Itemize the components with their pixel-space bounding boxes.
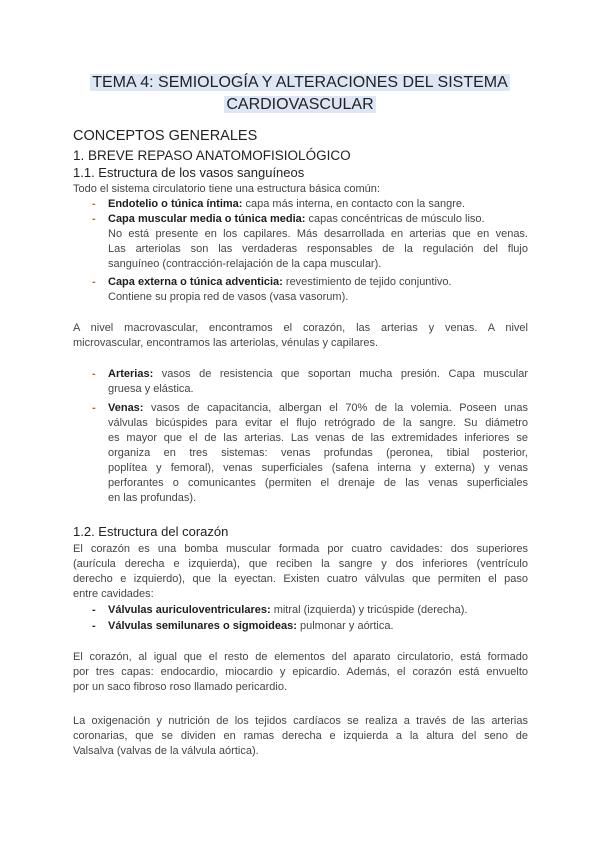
heading-estructura-vasos: 1.1. Estructura de los vasos sanguíneos [73,165,305,180]
venas-line-2: válvulas bicúspides para evitar el flujo retrógrado de la sangre. Su diámetro [108,417,528,429]
heading-conceptos-generales: CONCEPTOS GENERALES [73,128,258,144]
term-endotelio: Endotelio o túnica íntima: [108,198,243,210]
venas-line-5: poplítea y femoral), venas superficiales (safena interna y externa) y venas [108,462,528,474]
list-item-capa-media: Capa muscular media o túnica media: capas concéntricas de músculo liso. [108,213,485,225]
venas-line-3: es mayor que el de las arterias. Las venas de las extremidades inferiores se [108,432,528,444]
term-capa-media: Capa muscular media o túnica media: [108,213,306,225]
oxigenacion-line-2: coronarias, que se dividen en ramas derecha e izquierda a la altura del seno de [73,730,528,742]
term-valvulas-semilunares: Válvulas semilunares o sigmoideas: [108,620,297,632]
heading-estructura-corazon: 1.2. Estructura del corazón [73,524,229,539]
list-item-endotelio: Endotelio o túnica íntima: capa más interna, en contacto con la sangre. [108,198,466,210]
corazon-line-4: entre cavidades: [73,588,154,600]
capa-media-line-4: sanguíneo (contracción-relajación de la capa muscular). [108,258,382,270]
capas-corazon-line-1: El corazón, al igual que el resto de elementos del aparato circulatorio, está formado [73,651,528,663]
heading-breve-repaso: 1. BREVE REPASO ANATOMOFISIOLÓGICO [73,148,351,163]
term-arterias: Arterias: [108,368,154,380]
list-item-capa-externa: Capa externa o túnica adventicia: revestimiento de tejido conjuntivo. [108,276,452,288]
title-line-1: TEMA 4: SEMIOLOGÍA Y ALTERACIONES DEL SISTEMA [92,74,508,91]
list-item-venas: Venas: vasos de capacitancia, albergan el 70% de la volemia. Poseen unas [108,402,528,414]
capas-corazon-line-3: por un saco fibroso roso llamado pericardio. [73,681,288,693]
oxigenacion-line-3: Valsalva (valvas de la válvula aórtica). [73,745,259,757]
bullet-marker: - [92,604,96,616]
bullet-marker: - [92,276,96,288]
capa-externa-line-2: Contiene su propia red de vasos (vasa vasorum). [108,291,349,303]
capa-media-line-3: Las arteriolas son las verdaderas responsables de la regulación del flujo [108,243,528,255]
title-line-2: CARDIOVASCULAR [226,96,374,113]
paragraph-nivel-line-1: A nivel macrovascular, encontramos el corazón, las arterias y venas. A nivel [73,322,528,334]
paragraph-nivel-line-2: microvascular, encontramos las arteriolas, vénulas y capilares. [73,337,379,349]
intro-vasos: Todo el sistema circulatorio tiene una estructura básica común: [73,183,380,195]
document-title [70,72,530,94]
list-item-valvulas-av: Válvulas auriculoventriculares: mitral (izquierda) y tricúspide (derecha). [108,604,468,616]
venas-line-6: perforantes o comunicantes (permiten el drenaje de las venas superficiales [108,477,528,489]
venas-line-4: organiza en tres sistemas: venas profundas (peronea, tibial posterior, [108,447,528,459]
bullet-marker: - [92,402,96,414]
corazon-line-1: El corazón es una bomba muscular formada por cuatro cavidades: dos superiores [73,543,528,555]
oxigenacion-line-1: La oxigenación y nutrición de los tejidos cardíacos se realiza a través de las arterias [73,715,528,727]
document-title-line-2 [70,94,530,116]
bullet-marker: - [92,198,96,210]
arterias-line-2: gruesa y elástica. [108,383,194,395]
capa-media-line-2: No está presente en los capilares. Más desarrollada en arterias que en venas. [108,228,528,240]
corazon-line-3: derecho e izquierdo), que la eyectan. Existen cuatro válvulas que permiten el paso [73,573,528,585]
bullet-marker: - [92,213,96,225]
term-valvulas-av: Válvulas auriculoventriculares: [108,604,271,616]
list-item-valvulas-semilunares: Válvulas semilunares o sigmoideas: pulmonar y aórtica. [108,620,394,632]
bullet-marker: - [92,620,96,632]
corazon-line-2: (aurícula derecha e izquierda), que reciben la sangre y dos inferiores (ventrículo [73,558,528,570]
term-venas: Venas: [108,402,144,414]
bullet-marker: - [92,368,96,380]
venas-line-7: en las profundas). [108,492,197,504]
term-capa-externa: Capa externa o túnica adventicia: [108,276,283,288]
list-item-arterias: Arterias: vasos de resistencia que soportan mucha presión. Capa muscular [108,368,528,380]
capas-corazon-line-2: por tres capas: endocardio, miocardio y epicardio. Además, el corazón está envuelto [73,666,528,678]
